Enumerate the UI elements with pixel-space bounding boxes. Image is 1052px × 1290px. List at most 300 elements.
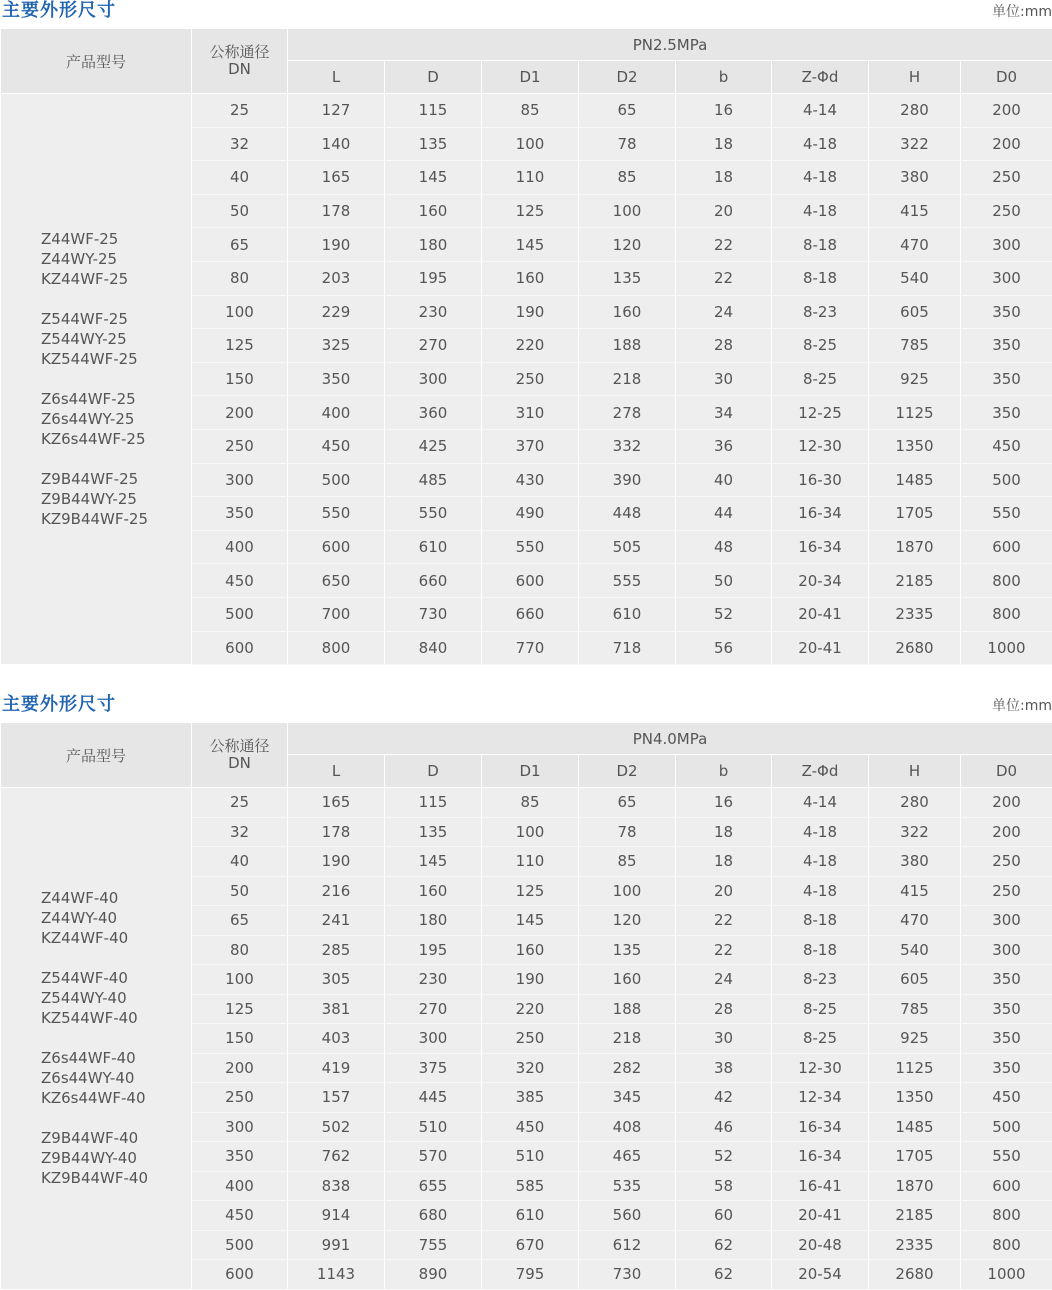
dn-cell: 350 [192,1142,288,1172]
cell-z-phi-d: 20-54 [772,1260,869,1290]
dn-cell: 250 [192,429,288,463]
cell-l: 700 [288,597,385,631]
cell-d0: 200 [961,817,1052,847]
cell-d2: 730 [579,1260,676,1290]
cell-d: 755 [385,1230,482,1260]
cell-h: 1705 [869,1142,961,1172]
cell-d2: 718 [579,631,676,665]
cell-h: 605 [869,965,961,995]
cell-d0: 200 [961,127,1052,161]
model-name: KZ544WF-25 [41,349,191,369]
cell-d: 360 [385,396,482,430]
cell-h: 1350 [869,429,961,463]
cell-b: 22 [676,228,772,262]
cell-d2: 188 [579,329,676,363]
column-header-z-phi-d: Z-Φd [772,61,869,94]
model-name: Z9B44WY-40 [41,1148,191,1168]
cell-l: 165 [288,161,385,195]
cell-b: 28 [676,329,772,363]
cell-l: 419 [288,1053,385,1083]
cell-d1: 250 [482,362,579,396]
dn-cell: 400 [192,530,288,564]
dn-cell: 150 [192,1024,288,1054]
cell-l: 914 [288,1201,385,1231]
cell-d0: 1000 [961,631,1052,665]
cell-z-phi-d: 12-25 [772,396,869,430]
dn-cell: 500 [192,1230,288,1260]
cell-z-phi-d: 8-18 [772,935,869,965]
cell-d: 195 [385,261,482,295]
cell-h: 2185 [869,1201,961,1231]
cell-l: 216 [288,876,385,906]
model-list [1,94,192,665]
cell-b: 62 [676,1230,772,1260]
cell-d0: 250 [961,847,1052,877]
cell-d: 840 [385,631,482,665]
dn-cell: 80 [192,261,288,295]
cell-d: 160 [385,876,482,906]
model-name: KZ44WF-40 [41,928,191,948]
cell-l: 157 [288,1083,385,1113]
cell-h: 2335 [869,597,961,631]
column-header-l: L [288,755,385,788]
column-header-d2: D2 [579,61,676,94]
dn-cell: 125 [192,329,288,363]
cell-h: 280 [869,94,961,128]
cell-d1: 250 [482,1024,579,1054]
cell-d0: 350 [961,994,1052,1024]
model-name: KZ44WF-25 [41,269,191,289]
header-row [1,29,1052,61]
model-name: Z44WF-25 [41,229,191,249]
cell-d2: 535 [579,1171,676,1201]
cell-d2: 555 [579,564,676,598]
model-group [41,888,191,948]
cell-d2: 100 [579,194,676,228]
cell-d0: 550 [961,497,1052,531]
cell-d0: 300 [961,906,1052,936]
cell-d1: 795 [482,1260,579,1290]
cell-d0: 250 [961,876,1052,906]
cell-d1: 585 [482,1171,579,1201]
cell-l: 400 [288,396,385,430]
cell-d1: 660 [482,597,579,631]
cell-h: 1125 [869,1053,961,1083]
cell-z-phi-d: 4-14 [772,788,869,818]
dn-cell: 65 [192,228,288,262]
cell-b: 18 [676,127,772,161]
cell-d0: 350 [961,362,1052,396]
cell-d0: 350 [961,1024,1052,1054]
cell-d1: 160 [482,261,579,295]
cell-d2: 465 [579,1142,676,1172]
cell-d2: 345 [579,1083,676,1113]
cell-z-phi-d: 8-25 [772,994,869,1024]
model-group [41,309,191,369]
cell-l: 838 [288,1171,385,1201]
cell-d: 890 [385,1260,482,1290]
column-header-d0: D0 [961,61,1052,94]
cell-d1: 610 [482,1201,579,1231]
dn-cell: 200 [192,396,288,430]
cell-b: 20 [676,876,772,906]
model-name: Z6s44WY-40 [41,1068,191,1088]
cell-d: 485 [385,463,482,497]
cell-d: 270 [385,994,482,1024]
dn-cell: 100 [192,295,288,329]
cell-d1: 110 [482,847,579,877]
cell-h: 322 [869,817,961,847]
cell-d1: 220 [482,329,579,363]
cell-l: 502 [288,1112,385,1142]
cell-d: 180 [385,906,482,936]
cell-z-phi-d: 16-34 [772,530,869,564]
cell-d2: 332 [579,429,676,463]
dn-cell: 150 [192,362,288,396]
model-name: Z544WY-25 [41,329,191,349]
model-group [41,469,191,529]
cell-d: 655 [385,1171,482,1201]
cell-d: 230 [385,965,482,995]
cell-d0: 1000 [961,1260,1052,1290]
cell-l: 203 [288,261,385,295]
column-header-h: H [869,61,961,94]
cell-h: 2680 [869,631,961,665]
dn-cell: 450 [192,564,288,598]
table-row [1,94,1052,128]
dn-header-unit: DN [192,61,287,78]
cell-d: 145 [385,161,482,195]
cell-b: 16 [676,788,772,818]
cell-h: 540 [869,935,961,965]
cell-z-phi-d: 8-25 [772,1024,869,1054]
model-name: Z9B44WF-40 [41,1128,191,1148]
header-row [1,723,1052,755]
dn-cell: 40 [192,847,288,877]
model-name: Z544WF-40 [41,968,191,988]
cell-z-phi-d: 16-41 [772,1171,869,1201]
column-header-d2: D2 [579,755,676,788]
cell-d: 270 [385,329,482,363]
cell-d: 610 [385,530,482,564]
cell-d1: 670 [482,1230,579,1260]
dn-cell: 80 [192,935,288,965]
cell-b: 58 [676,1171,772,1201]
cell-d0: 250 [961,161,1052,195]
cell-d0: 450 [961,1083,1052,1113]
dn-cell: 500 [192,597,288,631]
cell-h: 1350 [869,1083,961,1113]
dn-cell: 350 [192,497,288,531]
cell-z-phi-d: 8-18 [772,906,869,936]
cell-h: 380 [869,847,961,877]
cell-z-phi-d: 8-18 [772,261,869,295]
cell-h: 470 [869,228,961,262]
cell-z-phi-d: 4-18 [772,817,869,847]
column-header-d: D [385,61,482,94]
cell-d0: 800 [961,1230,1052,1260]
cell-d: 550 [385,497,482,531]
cell-d0: 450 [961,429,1052,463]
cell-b: 44 [676,497,772,531]
model-name: KZ6s44WF-40 [41,1088,191,1108]
cell-l: 165 [288,788,385,818]
cell-d0: 350 [961,396,1052,430]
cell-b: 22 [676,261,772,295]
cell-d1: 770 [482,631,579,665]
cell-d: 160 [385,194,482,228]
unit-label: 单位:mm [992,697,1052,715]
cell-d0: 800 [961,1201,1052,1231]
cell-d1: 430 [482,463,579,497]
cell-d: 300 [385,1024,482,1054]
cell-d2: 278 [579,396,676,430]
cell-d: 135 [385,127,482,161]
cell-l: 450 [288,429,385,463]
cell-h: 785 [869,994,961,1024]
model-name: Z44WY-25 [41,249,191,269]
cell-l: 381 [288,994,385,1024]
cell-l: 325 [288,329,385,363]
cell-h: 280 [869,788,961,818]
cell-b: 52 [676,1142,772,1172]
cell-l: 600 [288,530,385,564]
cell-z-phi-d: 16-34 [772,1112,869,1142]
pressure-header: PN2.5MPa [288,29,1052,61]
cell-d0: 500 [961,1112,1052,1142]
cell-l: 190 [288,847,385,877]
cell-b: 62 [676,1260,772,1290]
cell-d0: 550 [961,1142,1052,1172]
dn-cell: 400 [192,1171,288,1201]
cell-d0: 600 [961,1171,1052,1201]
cell-h: 540 [869,261,961,295]
cell-d2: 610 [579,597,676,631]
cell-z-phi-d: 20-48 [772,1230,869,1260]
cell-b: 50 [676,564,772,598]
dn-cell: 600 [192,1260,288,1290]
cell-d0: 350 [961,965,1052,995]
cell-l: 178 [288,194,385,228]
dn-cell: 25 [192,788,288,818]
cell-h: 1705 [869,497,961,531]
cell-d: 730 [385,597,482,631]
cell-d0: 800 [961,564,1052,598]
cell-b: 18 [676,161,772,195]
cell-d: 425 [385,429,482,463]
cell-d0: 350 [961,1053,1052,1083]
cell-z-phi-d: 4-18 [772,194,869,228]
cell-d0: 300 [961,228,1052,262]
cell-h: 785 [869,329,961,363]
cell-d1: 320 [482,1053,579,1083]
cell-b: 52 [676,597,772,631]
cell-b: 18 [676,847,772,877]
cell-d: 115 [385,788,482,818]
cell-d1: 145 [482,906,579,936]
cell-z-phi-d: 8-25 [772,362,869,396]
cell-d0: 300 [961,261,1052,295]
column-header-d1: D1 [482,61,579,94]
cell-d2: 78 [579,127,676,161]
cell-b: 24 [676,295,772,329]
cell-l: 800 [288,631,385,665]
cell-z-phi-d: 4-18 [772,127,869,161]
model-name: KZ9B44WF-40 [41,1168,191,1188]
cell-l: 550 [288,497,385,531]
cell-z-phi-d: 4-18 [772,847,869,877]
model-header: 产品型号 [1,723,192,788]
dn-cell: 65 [192,906,288,936]
cell-d1: 100 [482,127,579,161]
cell-d1: 190 [482,965,579,995]
cell-h: 605 [869,295,961,329]
cell-b: 42 [676,1083,772,1113]
table-row [1,788,1052,818]
cell-d: 230 [385,295,482,329]
cell-d2: 85 [579,161,676,195]
column-header-b: b [676,755,772,788]
dn-cell: 32 [192,127,288,161]
cell-d1: 100 [482,817,579,847]
cell-d: 445 [385,1083,482,1113]
cell-z-phi-d: 8-25 [772,329,869,363]
cell-b: 46 [676,1112,772,1142]
model-header: 产品型号 [1,29,192,94]
cell-d1: 220 [482,994,579,1024]
model-name: Z6s44WF-25 [41,389,191,409]
dn-cell: 300 [192,463,288,497]
model-name: KZ6s44WF-25 [41,429,191,449]
cell-l: 241 [288,906,385,936]
cell-d2: 282 [579,1053,676,1083]
cell-z-phi-d: 20-41 [772,1201,869,1231]
cell-d1: 510 [482,1142,579,1172]
cell-b: 24 [676,965,772,995]
cell-b: 40 [676,463,772,497]
dn-cell: 600 [192,631,288,665]
dn-cell: 40 [192,161,288,195]
cell-d0: 250 [961,194,1052,228]
column-header-d1: D1 [482,755,579,788]
model-name: KZ9B44WF-25 [41,509,191,529]
cell-l: 229 [288,295,385,329]
model-group [41,229,191,289]
model-name: Z6s44WY-25 [41,409,191,429]
cell-b: 20 [676,194,772,228]
dn-cell: 50 [192,194,288,228]
cell-z-phi-d: 12-30 [772,1053,869,1083]
cell-l: 178 [288,817,385,847]
cell-z-phi-d: 20-41 [772,597,869,631]
model-group [41,389,191,449]
column-header-b: b [676,61,772,94]
model-name: Z544WY-40 [41,988,191,1008]
dn-cell: 25 [192,94,288,128]
cell-d: 145 [385,847,482,877]
model-group [41,968,191,1028]
cell-h: 1125 [869,396,961,430]
cell-d: 115 [385,94,482,128]
cell-d1: 450 [482,1112,579,1142]
cell-b: 22 [676,935,772,965]
cell-l: 140 [288,127,385,161]
column-header-h: H [869,755,961,788]
cell-z-phi-d: 8-18 [772,228,869,262]
cell-h: 470 [869,906,961,936]
cell-d1: 125 [482,194,579,228]
cell-b: 28 [676,994,772,1024]
cell-d1: 370 [482,429,579,463]
cell-h: 2185 [869,564,961,598]
dn-cell: 100 [192,965,288,995]
cell-d: 300 [385,362,482,396]
cell-l: 650 [288,564,385,598]
cell-d: 135 [385,817,482,847]
cell-d1: 490 [482,497,579,531]
section-title: 主要外形尺寸 [2,694,116,716]
cell-d: 510 [385,1112,482,1142]
cell-d2: 78 [579,817,676,847]
cell-h: 2335 [869,1230,961,1260]
dn-header [192,29,288,94]
cell-l: 762 [288,1142,385,1172]
cell-d2: 218 [579,362,676,396]
unit-label: 单位:mm [992,3,1052,21]
model-name: Z44WY-40 [41,908,191,928]
dn-cell: 450 [192,1201,288,1231]
cell-z-phi-d: 20-41 [772,631,869,665]
dn-cell: 300 [192,1112,288,1142]
cell-d1: 160 [482,935,579,965]
cell-h: 1485 [869,1112,961,1142]
cell-d2: 135 [579,935,676,965]
cell-l: 1143 [288,1260,385,1290]
cell-d2: 390 [579,463,676,497]
cell-b: 38 [676,1053,772,1083]
cell-d2: 160 [579,965,676,995]
cell-h: 415 [869,194,961,228]
dimension-table [0,722,1052,1290]
cell-d1: 145 [482,228,579,262]
column-header-l: L [288,61,385,94]
cell-z-phi-d: 4-18 [772,161,869,195]
cell-d1: 310 [482,396,579,430]
cell-d0: 200 [961,94,1052,128]
cell-z-phi-d: 8-23 [772,295,869,329]
cell-d2: 120 [579,228,676,262]
cell-d2: 85 [579,847,676,877]
cell-z-phi-d: 12-34 [772,1083,869,1113]
cell-d2: 135 [579,261,676,295]
cell-d: 375 [385,1053,482,1083]
cell-d2: 218 [579,1024,676,1054]
cell-d2: 408 [579,1112,676,1142]
cell-h: 925 [869,362,961,396]
cell-b: 60 [676,1201,772,1231]
cell-d0: 600 [961,530,1052,564]
cell-z-phi-d: 8-23 [772,965,869,995]
model-name: KZ544WF-40 [41,1008,191,1028]
dn-header-label: 公称通径 [192,44,287,61]
cell-d1: 600 [482,564,579,598]
column-header-d: D [385,755,482,788]
cell-d2: 612 [579,1230,676,1260]
cell-b: 30 [676,362,772,396]
pressure-header: PN4.0MPa [288,723,1052,755]
cell-d0: 300 [961,935,1052,965]
cell-b: 48 [676,530,772,564]
